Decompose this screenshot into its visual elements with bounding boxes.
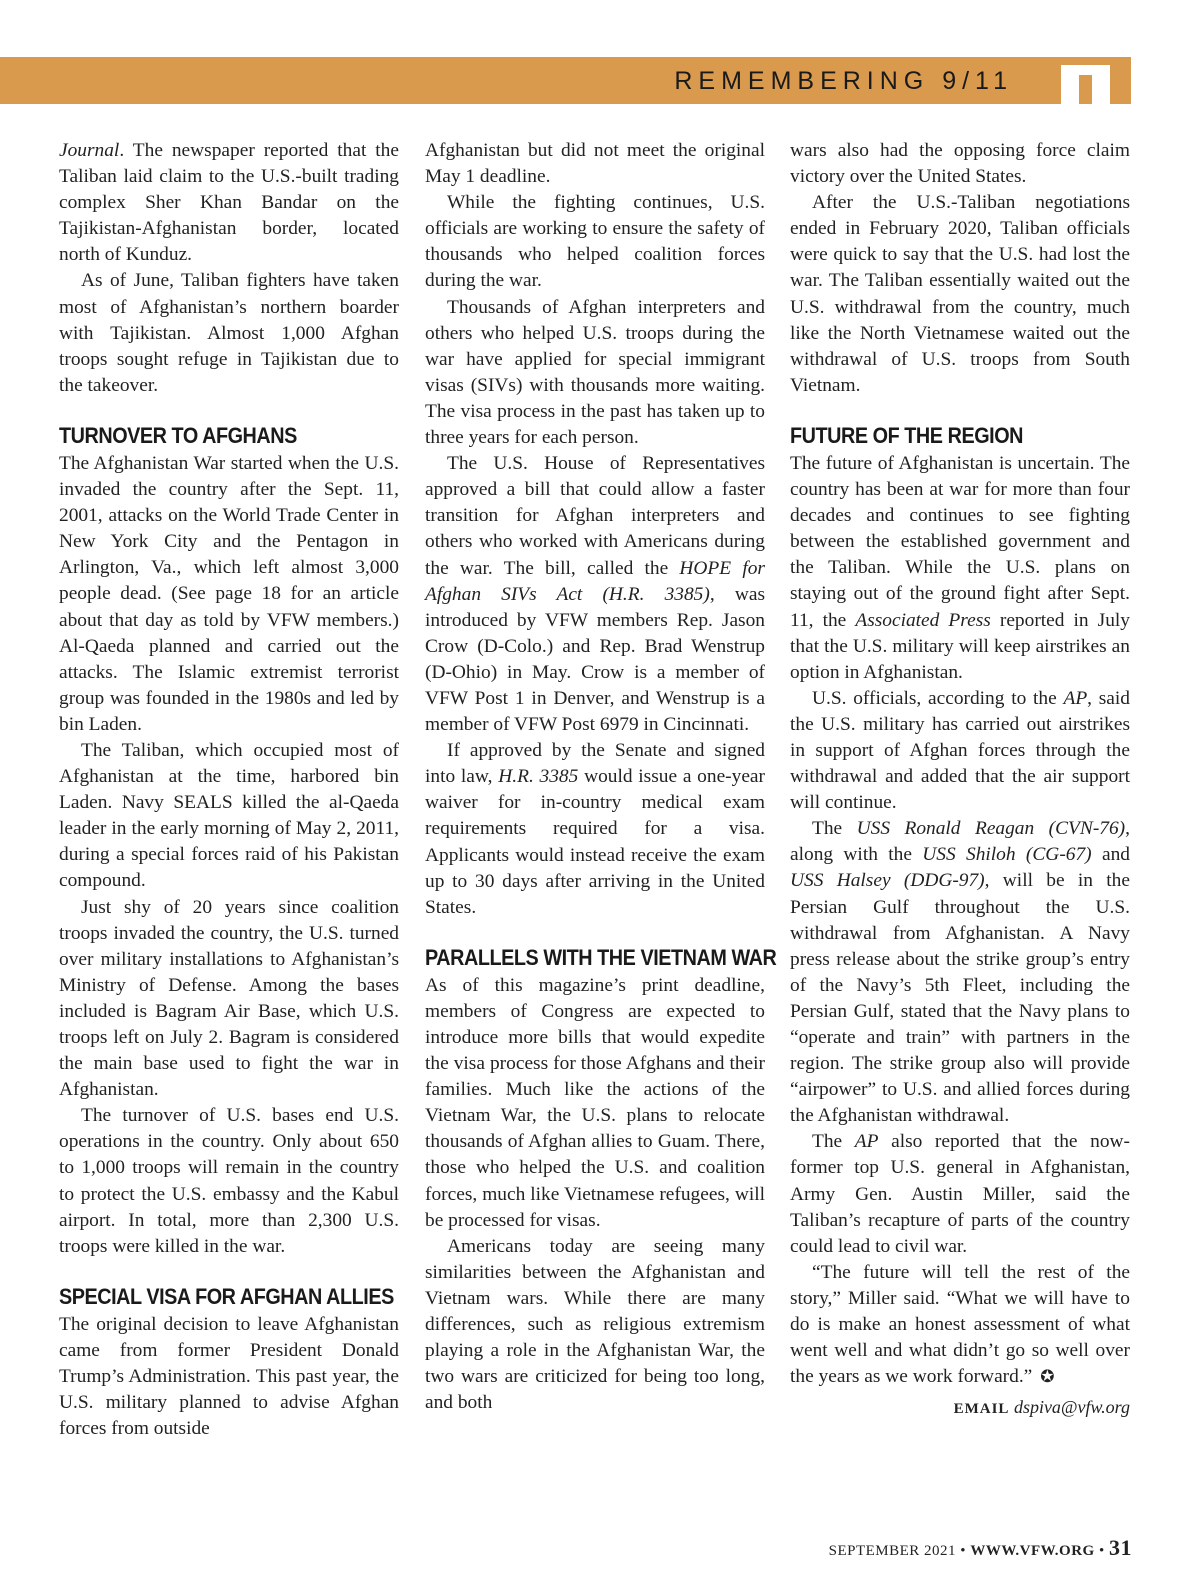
email-label: EMAIL [953, 1401, 1010, 1418]
italic-text: USS Ronald Reagan (CVN-76) [856, 818, 1126, 840]
text-run: and [1091, 844, 1130, 866]
vfw-logo-mark-top [1061, 65, 1110, 75]
text-run: The [812, 818, 857, 840]
paragraph: As of June, Taliban fighters have taken most of Afghanistan’s northern boarder with Tajikistan. Almost 1,000 Afghan troops sought refuge in Tajikistan due to the takeover. [59, 270, 399, 396]
article-column-3 [790, 138, 1130, 1422]
paragraph: wars also had the opposing force claim victory over the United States. [790, 140, 1130, 188]
italic-text: USS Shiloh (CG-67) [922, 844, 1092, 866]
section-title: REMEMBERING 9/11 [674, 67, 1013, 95]
paragraph: The Taliban, which occupied most of Afghanistan at the time, harbored bin Laden. Navy SEALS killed the al-Qaeda leader in the early morning of May 2, 2011, during a special forces raid of his Pakistan compound. [59, 739, 399, 892]
author-email [790, 1394, 1130, 1422]
issue-date: SEPTEMBER 2021 [828, 1543, 957, 1559]
italic-text: H.R. 3385 [498, 766, 579, 788]
italic-text: Associated Press [855, 609, 991, 631]
paragraph [790, 816, 1130, 1129]
page-footer [829, 1535, 1132, 1561]
text-run: The future of Afghanistan is uncertain. The country has been at war for more than four decades and continues to see fighting between the established government and the Taliban. While the U.S. plans on staying out of the ground fight after Sept. 11, the [790, 452, 1130, 631]
page-number: 31 [1109, 1535, 1132, 1560]
subheading-parallels: PARALLELS WITH THE VIETNAM WAR [425, 944, 777, 970]
paragraph: Americans today are seeing many similarities between the Afghanistan and Vietnam wars. While there are many differences, such as religious extremism playing a role in the Afghanistan War, the two wars are criticized for being too long, and both [425, 1235, 765, 1414]
subheading-turnover: TURNOVER TO AFGHANS [59, 422, 297, 448]
italic-text: HOPE for Afghan SIVs Act (H.R. 3385) [425, 557, 765, 605]
paragraph: Just shy of 20 years since coalition troops invaded the country, the U.S. turned over military installations to Afghanistan’s Ministry of Defense. Among the bases included is Bagram Air Base, which U.S. troops left on July 2. Bagram is considered the main base used to fight the war in Afghanistan. [59, 896, 399, 1101]
italic-text: USS Halsey (DDG-97) [790, 870, 985, 892]
paragraph: The turnover of U.S. bases end U.S. operations in the country. Only about 650 to 1,000 troops will remain in the country to protect the U.S. embassy and the Kabul airport. In total, more than 2,300 U.S. troops were killed in the war. [59, 1105, 399, 1257]
website-link[interactable]: WWW.VFW.ORG [970, 1543, 1095, 1559]
paragraph: The original decision to leave Afghanistan came from former President Donald Trump’s Administration. This past year, the U.S. military planned to advise Afghan forces from outside [59, 1313, 399, 1440]
subheading-future: FUTURE OF THE REGION [790, 422, 1024, 448]
paragraph [790, 686, 1130, 816]
text-run: . The newspaper reported that the Taliban laid claim to the U.S.-built trading complex Sher Khan Bandar on the Tajikistan-Afghanistan border, located north of Kunduz. [59, 140, 399, 266]
paragraph: While the fighting continues, U.S. officials are working to ensure the safety of thousands who helped coalition forces during the war. [425, 192, 765, 292]
text-run: If approved by the Senate and signed into law, [425, 740, 765, 788]
paragraph [425, 451, 765, 738]
text-run: also reported that the now-former top U.S. general in Afghanistan, Army Gen. Austin Miller, said the Taliban’s recapture of parts of the country could lead to civil war. [790, 1131, 1130, 1257]
end-mark-icon: ✪ [1040, 1367, 1055, 1388]
text-run: would issue a one-year waiver for in-country medical exam requirements required for a visa. Applicants would instead receive the exam up to 30 days after arriving in the United States. [425, 766, 765, 918]
italic-text: AP [854, 1131, 879, 1153]
paragraph: Thousands of Afghan interpreters and others who helped U.S. troops during the war have applied for special immigrant visas (SIVs) with thousands more waiting. The visa process in the past has taken up to three years for each person. [425, 296, 765, 449]
text-run: reported in July that the U.S. military will keep airstrikes an option in Afghanistan. [790, 609, 1130, 683]
paragraph [790, 451, 1130, 686]
final-quote: “The future will tell the rest of the story,” Miller said. “What we will have to do is make an honest assessment of what went well and what didn’t go so well over the years as we work forward.” [790, 1261, 1130, 1388]
text-run: U.S. officials, according to the [812, 687, 1064, 709]
text-run: , was introduced by VFW members Rep. Jason Crow (D-Colo.) and Rep. Brad Wenstrup (D-Ohio) in May. Crow is a member of VFW Post 1 in Denver, and Wenstrup is a member of VFW Post 6979 in Cincinnati. [425, 583, 765, 736]
paragraph: The Afghanistan War started when the U.S. invaded the country after the Sept. 11, 2001, attacks on the World Trade Center in New York City and the Pentagon in Arlington, Va., which left almost 3,000 people dead. (See page 18 for an article about that day as told by VFW members.) Al-Qaeda planned and carried out the attacks. The Islamic extremist terrorist group was founded in the 1980s and led by bin Laden. [59, 452, 399, 735]
text-run: The U.S. House of Representatives approved a bill that could allow a faster transition for Afghan interpreters and others who worked with Americans during the war. The bill, called the [425, 453, 765, 579]
article-column-1 [59, 138, 399, 1442]
footer-separator: • [1098, 1543, 1105, 1559]
text-run: , along with the [790, 818, 1131, 866]
footer-separator: • [960, 1543, 967, 1559]
italic-text: Journal [59, 140, 120, 161]
text-run: The [812, 1131, 855, 1153]
paragraph [425, 738, 765, 921]
italic-text: AP [1063, 687, 1088, 709]
paragraph-final [790, 1260, 1130, 1390]
article-column-2 [425, 138, 777, 1416]
text-run: , will be in the Persian Gulf throughout the U.S. withdrawal from Afghanistan. A Navy press release about the strike group’s entry of the Navy’s 5th Fleet, including the Persian Gulf, stated that the Navy plans to “operate and train” with partners in the region. The strike group also will provide “airpower” to U.S. and allied forces during the Afghanistan withdrawal. [790, 870, 1130, 1127]
email-address[interactable]: dspiva@vfw.org [1013, 1397, 1130, 1418]
subheading-special-visa: SPECIAL VISA FOR AFGHAN ALLIES [59, 1283, 394, 1309]
paragraph [790, 1129, 1130, 1259]
paragraph: As of this magazine’s print deadline, members of Congress are expected to introduce more bills that would expedite the visa process for those Afghans and their families. Much like the actions of the Vietnam War, the U.S. plans to relocate thousands of Afghan allies to Guam. There, those who helped the U.S. and coalition forces, much like Vietnamese refugees, will be processed for visas. [425, 974, 765, 1231]
text-run: , said the U.S. military has carried out airstrikes in support of Afghan forces through the withdrawal and added that the air support will continue. [790, 687, 1131, 814]
paragraph: Afghanistan but did not meet the original May 1 deadline. [425, 140, 765, 188]
paragraph [59, 138, 399, 268]
section-banner [0, 57, 1131, 104]
paragraph: After the U.S.-Taliban negotiations ended in February 2020, Taliban officials were quick to say that the U.S. had lost the war. The Taliban essentially waited out the U.S. withdrawal from the country, much like the North Vietnamese waited out the withdrawal of U.S. troops from South Vietnam. [790, 192, 1130, 396]
